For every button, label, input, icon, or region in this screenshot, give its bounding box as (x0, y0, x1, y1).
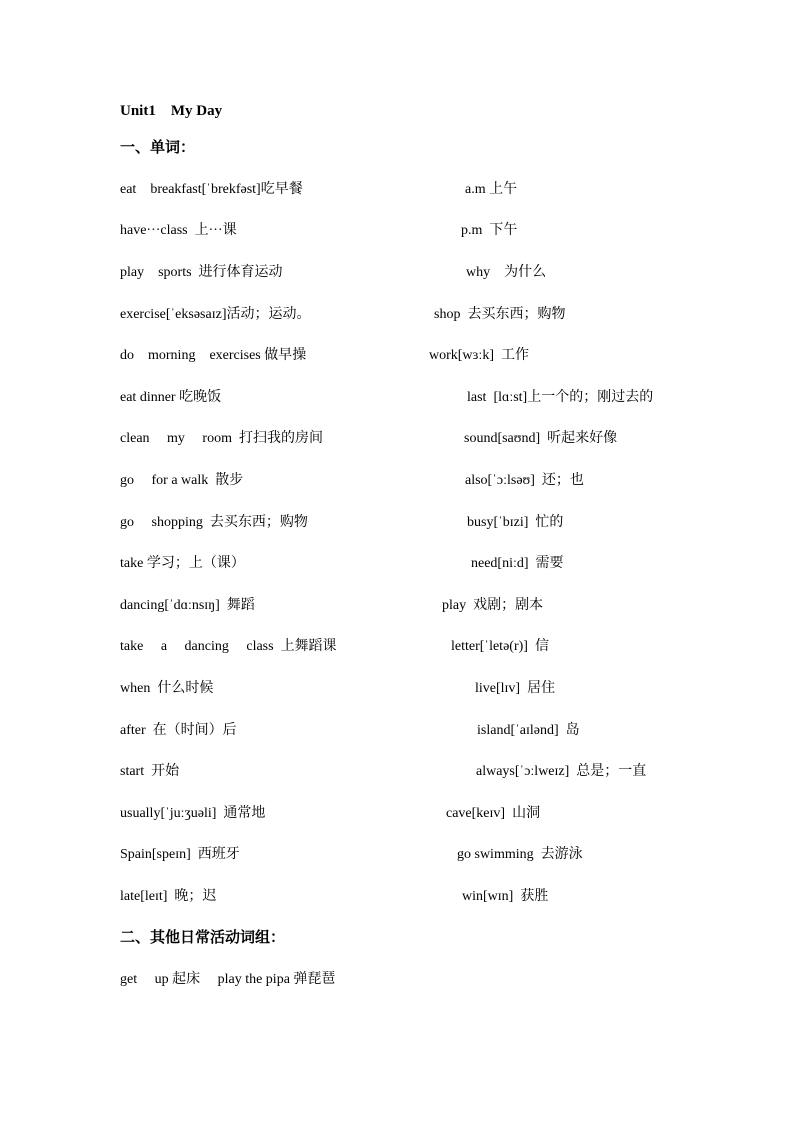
vocab-left-entry: when 什么时候 (120, 681, 214, 696)
vocab-left-entry: exercise[ˈeksəsaɪz]活动；运动。 (120, 307, 311, 322)
vocab-row (0, 553, 793, 575)
vocab-left-entry: go shopping 去买东西；购物 (120, 515, 308, 530)
vocab-row (0, 512, 793, 534)
vocab-right-entry: play 戏剧；剧本 (442, 598, 544, 613)
vocab-row (0, 595, 793, 617)
vocab-left-entry: play sports 进行体育运动 (120, 265, 283, 280)
vocab-left-entry: dancing[ˈdɑːnsɪŋ] 舞蹈 (120, 598, 255, 613)
section-heading-daily-phrases: 二、其他日常活动词组： (120, 930, 286, 946)
vocab-row (0, 470, 793, 492)
vocab-row (0, 803, 793, 825)
vocab-row (0, 220, 793, 242)
vocab-left-entry: late[leɪt] 晚；迟 (120, 889, 217, 904)
vocab-row (0, 345, 793, 367)
vocab-row (0, 844, 793, 866)
vocab-row (0, 387, 793, 409)
vocab-right-entry: win[wɪn] 获胜 (462, 889, 549, 904)
vocab-right-entry: letter[ˈletə(r)] 信 (451, 639, 549, 654)
vocab-right-entry: a.m 上午 (465, 182, 518, 197)
vocab-right-entry: why 为什么 (466, 265, 547, 280)
vocab-right-entry: shop 去买东西；购物 (434, 307, 566, 322)
vocab-row (0, 886, 793, 908)
vocab-right-entry: last [lɑːst]上一个的；刚过去的 (467, 390, 654, 405)
vocab-left-entry: after 在（时间）后 (120, 723, 237, 738)
vocab-left-entry: Spain[speɪn] 西班牙 (120, 847, 240, 862)
vocab-left-entry: usually[ˈjuːʒuəli] 通常地 (120, 806, 266, 821)
vocab-left-entry: take a dancing class 上舞蹈课 (120, 639, 337, 654)
vocab-right-entry: also[ˈɔːlsəʊ] 还；也 (465, 473, 584, 488)
vocab-left-entry: have···class 上···课 (120, 223, 237, 238)
vocab-left-entry: do morning exercises 做早操 (120, 348, 307, 363)
vocab-left-entry: clean my room 打扫我的房间 (120, 431, 323, 446)
vocab-right-entry: need[niːd] 需要 (471, 556, 564, 571)
vocab-left-entry: eat breakfast[ˈbrekfəst]吃早餐 (120, 182, 303, 197)
vocab-row (0, 262, 793, 284)
vocab-left-entry: start 开始 (120, 764, 180, 779)
vocab-right-entry: go swimming 去游泳 (457, 847, 583, 862)
vocab-left-entry: eat dinner 吃晚饭 (120, 390, 222, 405)
vocab-row (0, 678, 793, 700)
vocab-row (0, 761, 793, 783)
vocab-row (0, 720, 793, 742)
vocab-right-entry: p.m 下午 (461, 223, 518, 238)
phrase-line: get up 起床 play the pipa 弹琵琶 (120, 972, 336, 987)
vocab-row (0, 636, 793, 658)
vocab-right-entry: live[lɪv] 居住 (475, 681, 556, 696)
vocab-left-entry: go for a walk 散步 (120, 473, 244, 488)
vocab-row (0, 179, 793, 201)
vocab-row (0, 428, 793, 450)
vocab-right-entry: sound[saʊnd] 听起来好像 (464, 431, 618, 446)
vocab-right-entry: always[ˈɔːlweɪz] 总是；一直 (476, 764, 647, 779)
vocab-row (0, 304, 793, 326)
unit-title: Unit1 My Day (120, 103, 223, 119)
vocab-left-entry: take 学习；上（课） (120, 556, 245, 571)
vocab-right-entry: busy[ˈbɪzi] 忙的 (467, 515, 564, 530)
vocab-right-entry: island[ˈaɪlənd] 岛 (477, 723, 580, 738)
section-heading-vocabulary: 一、单词： (120, 140, 196, 156)
vocab-right-entry: cave[keɪv] 山洞 (446, 806, 541, 821)
vocab-right-entry: work[wɜːk] 工作 (429, 348, 529, 363)
